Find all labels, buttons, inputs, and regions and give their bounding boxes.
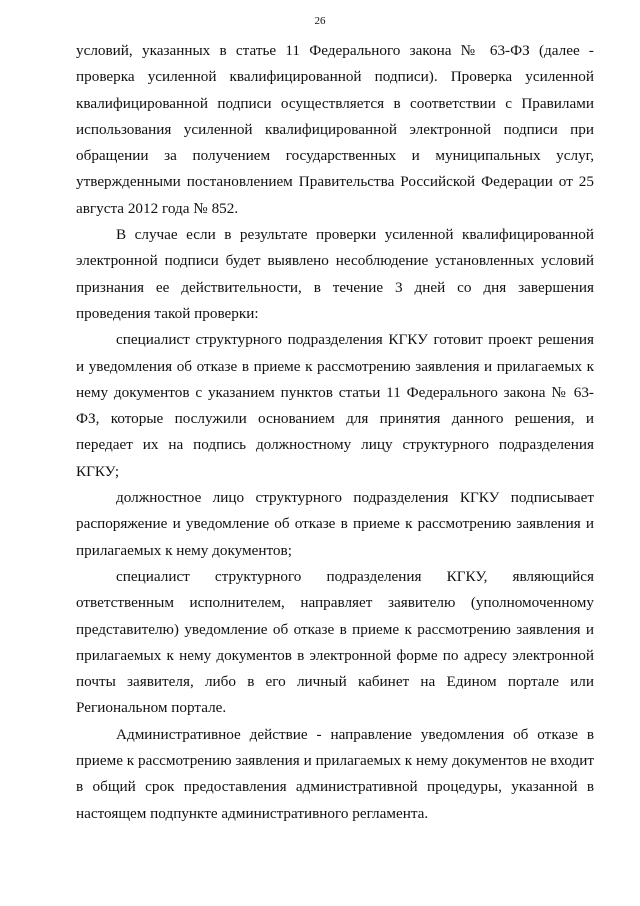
paragraph-administrative-action: Административное действие - направление уведомления об отказе в приеме к рассмотрению заявления и прилагаемых к нему документов не входит в общий срок предоставления административной процедуры, указанной в настоящем подпункте административного регламента. — [76, 725, 594, 822]
paragraph-specialist-sends-notice: специалист структурного подразделения КГКУ, являющийся ответственным исполнителем, направляет заявителю (уполномоченному представителю) уведомление об отказе в приеме к рассмотрению заявления и прилагаемых к нему документов в электронной форме по адресу электронной почты заявителя, либо в его личный кабинет на Едином портале или Региональном портале. — [76, 567, 594, 717]
paragraph-specialist-prepares-draft: специалист структурного подразделения КГКУ готовит проект решения и уведомления об отказе в приеме к рассмотрению заявления и прилагаемых к нему документов с указанием пунктов статьи 11 Федерального закона № 63-ФЗ, которые послужили основанием для принятия данного решения, и передает их на подпись должностному лицу структурного подразделения КГКУ; — [76, 331, 594, 480]
paragraph-official-signs: должностное лицо структурного подразделения КГКУ подписывает распоряжение и уведомление об отказе в приеме к рассмотрению заявления и прилагаемых к нему документов; — [76, 489, 594, 559]
page-number: 26 — [314, 15, 326, 27]
paragraph-verification-failure: В случае если в результате проверки усиленной квалифицированной электронной подписи будет выявлено несоблюдение установленных условий признания ее действительности, в течение 3 дней со дня завершения проведения такой проверки: — [76, 226, 594, 322]
document-body — [76, 38, 594, 827]
paragraph-conditions-continued: условий, указанных в статье 11 Федерального закона № 63-ФЗ (далее - проверка усиленной квалифицированной подписи). Проверка усиленной квалифицированной подписи осуществляется в соответствии с Правилами использования усиленной квалифицированной электронной подписи при обращении за получением государственных и муниципальных услуг, утвержденными постановлением Правительства Российской Федерации от 25 августа 2012 года № 852. — [76, 42, 594, 217]
